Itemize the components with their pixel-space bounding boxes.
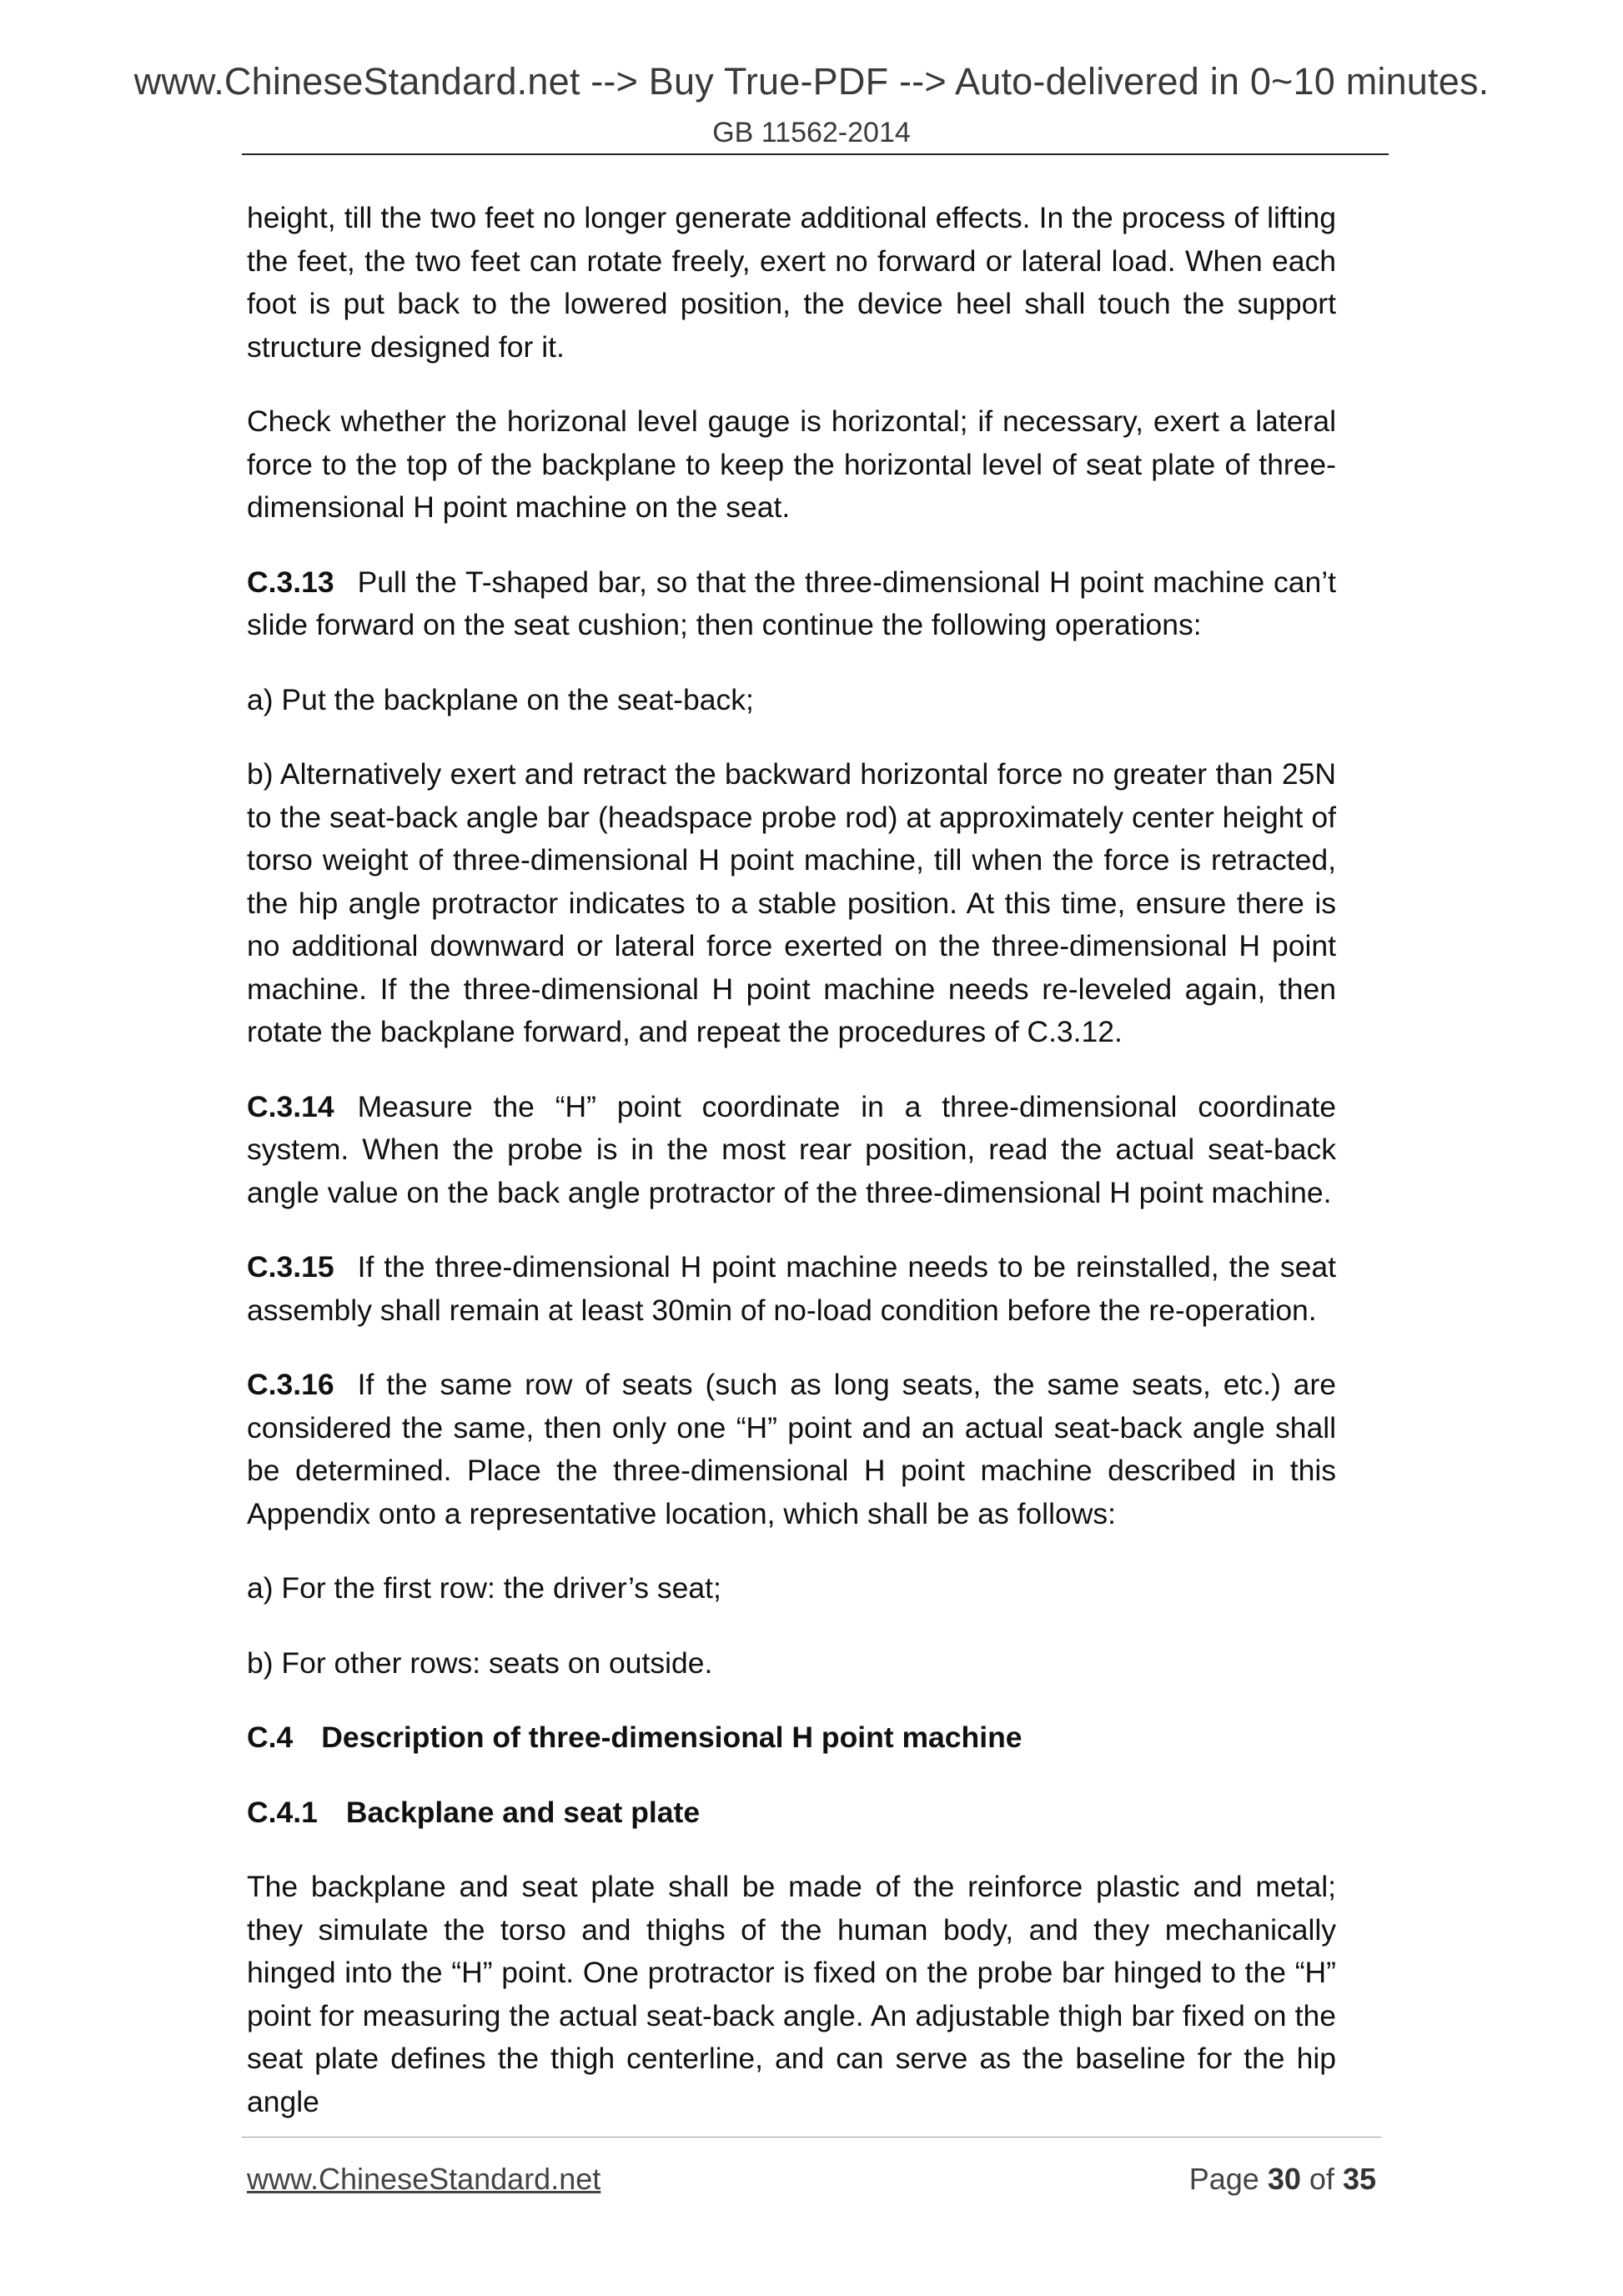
list-item: b) For other rows: seats on outside. bbox=[247, 1645, 713, 1680]
header-banner: www.ChineseStandard.net --> Buy True-PDF --> Auto-delivered in 0~10 minutes. bbox=[133, 60, 1490, 103]
clause-c3-13 bbox=[247, 561, 1336, 647]
standard-number: GB 11562-2014 bbox=[712, 117, 911, 148]
clause-text: Measure the “H” point coordinate in a three-dimensional coordinate system. When the probe is in the most rear position, read the actual seat-back angle value on the back angle protractor of the three-dimensional H point machine. bbox=[247, 1089, 1336, 1209]
list-item: a) Put the backplane on the seat-back; bbox=[247, 682, 754, 716]
header-divider bbox=[242, 153, 1389, 155]
footer-divider bbox=[242, 2137, 1381, 2138]
paragraph: The backplane and seat plate shall be made of the reinforce plastic and metal; they simulate the torso and thighs of the human body, and they mechanically hinged into the “H” point. One protractor is fixed on the probe bar hinged to the “H” point for measuring the actual seat-back angle. An adjustable thigh bar fixed on the seat plate defines the thigh centerline, and can serve as the baseline for the hip angle bbox=[247, 1870, 1336, 2118]
clause-text: If the same row of seats (such as long seats, the same seats, etc.) are considered the same, then only one “H” point and an actual seat-back angle shall be determined. Place the three-dimensional H point machine described in this Appendix onto a representative location, which shall be as follows: bbox=[247, 1368, 1336, 1530]
list-item: b) Alternatively exert and retract the backward horizontal force no greater than 25N to the seat-back angle bar (headspace probe rod) at approximately center height of torso weight of three-dimensional H point machine, till when the force is retracted, the hip angle protractor indicates to a stable position. At this time, ensure there is no additional downward or lateral force exerted on the three-dimensional H point machine. If the three-dimensional H point machine needs re-leveled again, then rotate the backplane forward, and repeat the procedures of C.3.12. bbox=[247, 757, 1336, 1048]
page-indicator bbox=[1189, 2162, 1376, 2197]
section-number: C.4.1 bbox=[247, 1795, 318, 1829]
section-title: Backplane and seat plate bbox=[345, 1795, 701, 1829]
section-title: Description of three-dimensional H point machine bbox=[321, 1721, 1023, 1754]
clause-number: C.3.14 bbox=[247, 1089, 334, 1123]
clause-number: C.3.15 bbox=[247, 1250, 334, 1284]
clause-c3-15 bbox=[247, 1246, 1336, 1332]
paragraph: Check whether the horizonal level gauge is horizontal; if necessary, exert a lateral force to the top of the backplane to keep the horizontal level of seat plate of three-dimensional H point machine on the seat. bbox=[247, 404, 1336, 524]
clause-number: C.3.16 bbox=[247, 1368, 334, 1401]
list-item: a) For the first row: the driver’s seat; bbox=[247, 1571, 721, 1605]
section-heading-c4-1 bbox=[247, 1791, 1336, 1835]
clause-c3-16 bbox=[247, 1364, 1336, 1535]
page-current: 30 bbox=[1267, 2162, 1301, 2196]
page-of: of bbox=[1309, 2162, 1334, 2196]
page-content bbox=[247, 197, 1336, 2155]
clause-number: C.3.13 bbox=[247, 565, 334, 599]
footer-site-link[interactable]: www.ChineseStandard.net bbox=[247, 2162, 601, 2196]
clause-text: Pull the T-shaped bar, so that the three-dimensional H point machine can’t slide forward on the seat cushion; then continue the following operations: bbox=[247, 565, 1336, 641]
section-number: C.4 bbox=[247, 1721, 294, 1754]
clause-text: If the three-dimensional H point machine needs to be reinstalled, the seat assembly shall remain at least 30min of no-load condition before the re-operation. bbox=[247, 1250, 1336, 1327]
clause-c3-14 bbox=[247, 1086, 1336, 1215]
section-heading-c4 bbox=[247, 1716, 1336, 1760]
paragraph: height, till the two feet no longer generate additional effects. In the process of lifting the feet, the two feet can rotate freely, exert no forward or lateral load. When each foot is put back to the lowered position, the device heel shall touch the support structure designed for it. bbox=[247, 201, 1336, 364]
page-total: 35 bbox=[1342, 2162, 1376, 2196]
page-label: Page bbox=[1188, 2162, 1259, 2196]
